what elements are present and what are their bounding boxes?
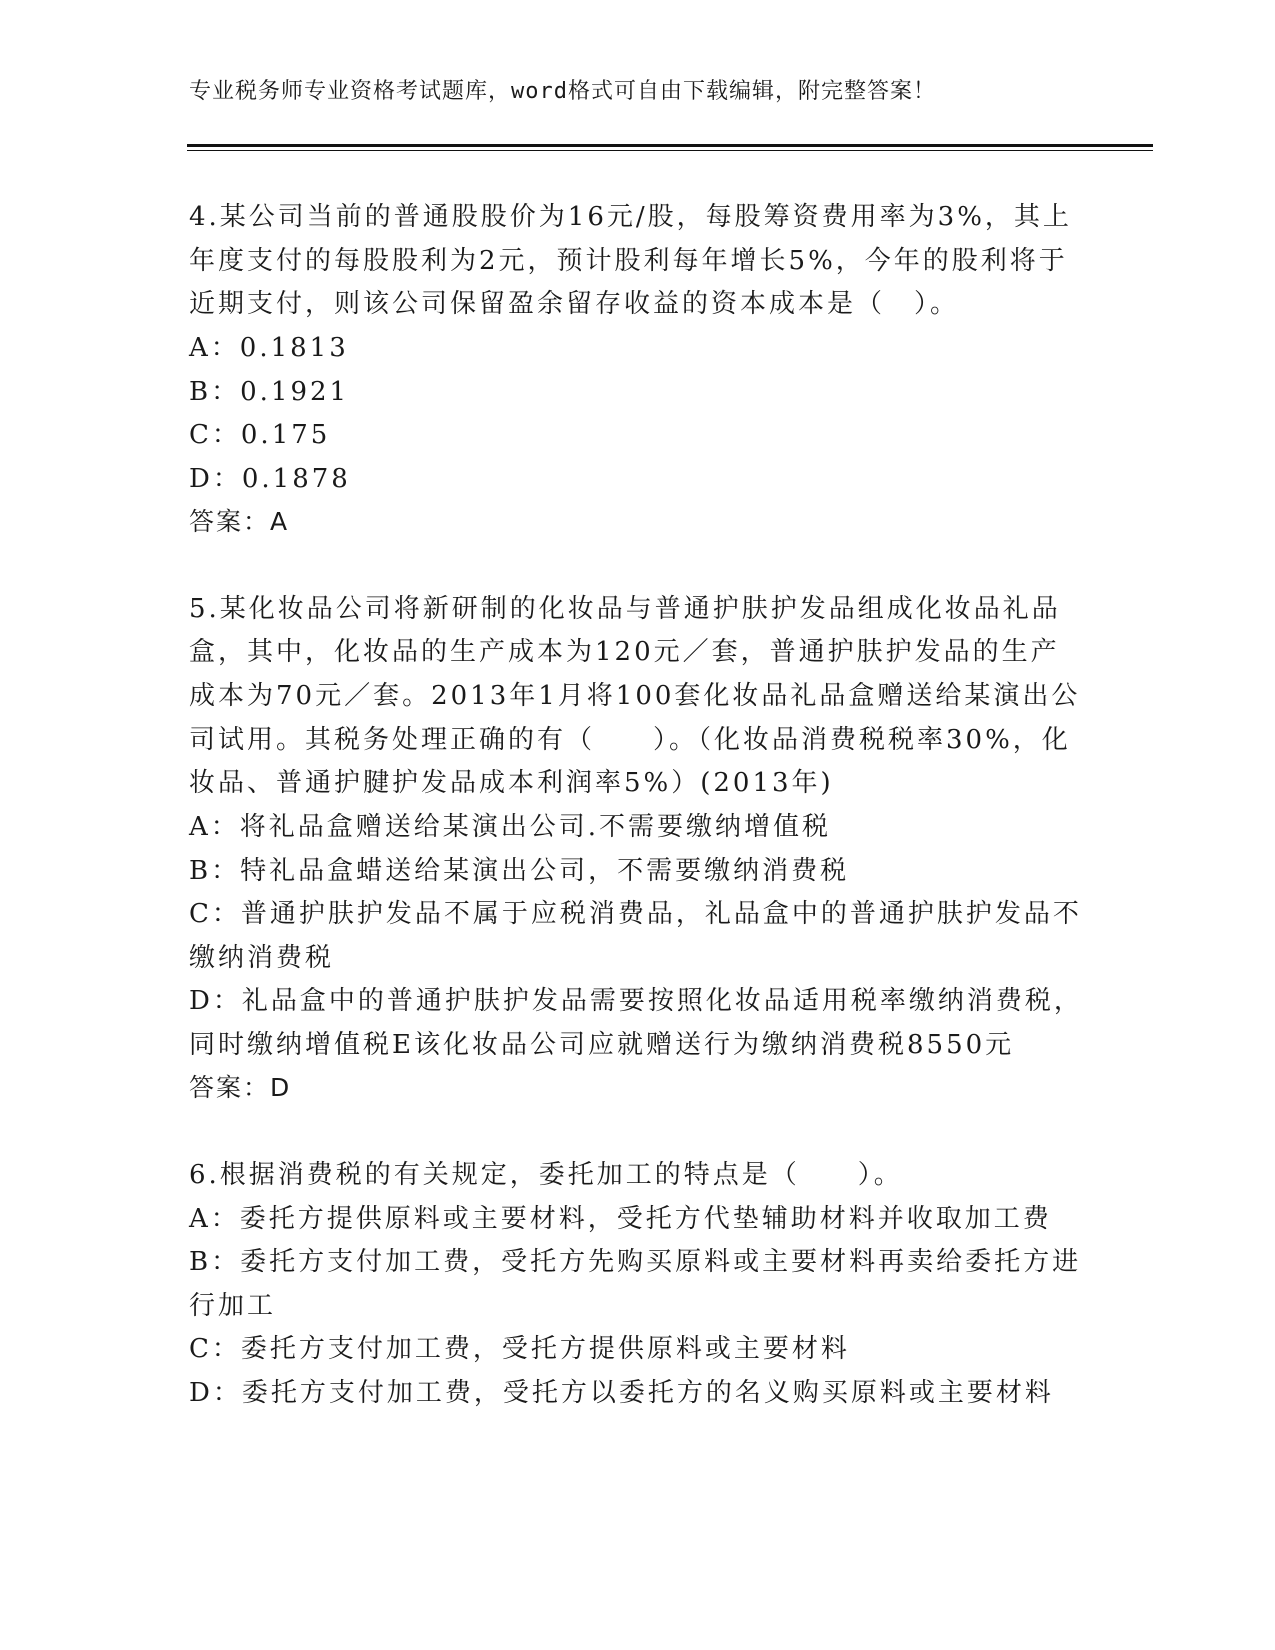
q5-option-b: B：特礼品盒蜡送给某演出公司，不需要缴纳消费税 xyxy=(189,856,850,886)
q4-option-b: B：0.1921 xyxy=(189,377,350,407)
q5-option-c-line-1: C：普通护肤护发品不属于应税消费品，礼品盒中的普通护肤护发品不 xyxy=(189,899,1082,929)
q5-option-c-line-2: 缴纳消费税 xyxy=(189,943,335,973)
q6-option-b-line-1: B：委托方支付加工费，受托方先购买原料或主要材料再卖给委托方进 xyxy=(189,1247,1082,1277)
q6-option-c: C：委托方支付加工费，受托方提供原料或主要材料 xyxy=(189,1334,850,1364)
q4-option-a: A：0.1813 xyxy=(189,333,349,363)
q4-stem-line-1: 4.某公司当前的普通股股价为16元/股，每股筹资费用率为3%，其上 xyxy=(189,202,1072,232)
q5-stem-line-1: 5.某化妆品公司将新研制的化妆品与普通护肤护发品组成化妆品礼品 xyxy=(189,594,1061,624)
q4-stem-line-3: 近期支付，则该公司保留盈余留存收益的资本成本是（ ）。 xyxy=(189,289,960,319)
q4-stem-line-2: 年度支付的每股股利为2元，预计股利每年增长5%，今年的股利将于 xyxy=(189,246,1068,276)
q6-stem-line-1: 6.根据消费税的有关规定，委托加工的特点是（ ）。 xyxy=(189,1160,903,1190)
header-rule-thick xyxy=(187,144,1153,147)
q6-option-b-line-2: 行加工 xyxy=(189,1291,277,1321)
q5-option-a: A：将礼品盒赠送给某演出公司.不需要缴纳增值税 xyxy=(189,812,832,842)
q4-answer: 答案：A xyxy=(189,507,290,536)
q5-option-d-line-2: 同时缴纳增值税E该化妆品公司应就赠送行为缴纳消费税8550元 xyxy=(189,1030,1015,1060)
q6-option-a: A：委托方提供原料或主要材料，受托方代垫辅助材料并收取加工费 xyxy=(189,1204,1052,1234)
document-header: 专业税务师专业资格考试题库，word格式可自由下载编辑，附完整答案！ xyxy=(189,79,936,104)
q5-stem-line-2: 盒，其中，化妆品的生产成本为120元／套，普通护肤护发品的生产 xyxy=(189,637,1060,667)
q5-answer: 答案：D xyxy=(189,1073,292,1102)
q6-option-d: D：委托方支付加工费，受托方以委托方的名义购买原料或主要材料 xyxy=(189,1378,1054,1408)
q5-stem-line-3: 成本为70元／套。2013年1月将100套化妆品礼品盒赠送给某演出公 xyxy=(189,681,1081,711)
q4-option-c: C：0.175 xyxy=(189,420,331,450)
q5-stem-line-4: 司试用。其税务处理正确的有（ ）。（化妆品消费税税率30%，化 xyxy=(189,725,1071,755)
header-rule-thin xyxy=(187,150,1153,151)
q5-option-d-line-1: D：礼品盒中的普通护肤护发品需要按照化妆品适用税率缴纳消费税， xyxy=(189,986,1083,1016)
q4-option-d: D：0.1878 xyxy=(189,464,351,494)
q5-stem-line-5: 妆品、普通护腱护发品成本利润率5%）(2013年) xyxy=(189,768,834,798)
